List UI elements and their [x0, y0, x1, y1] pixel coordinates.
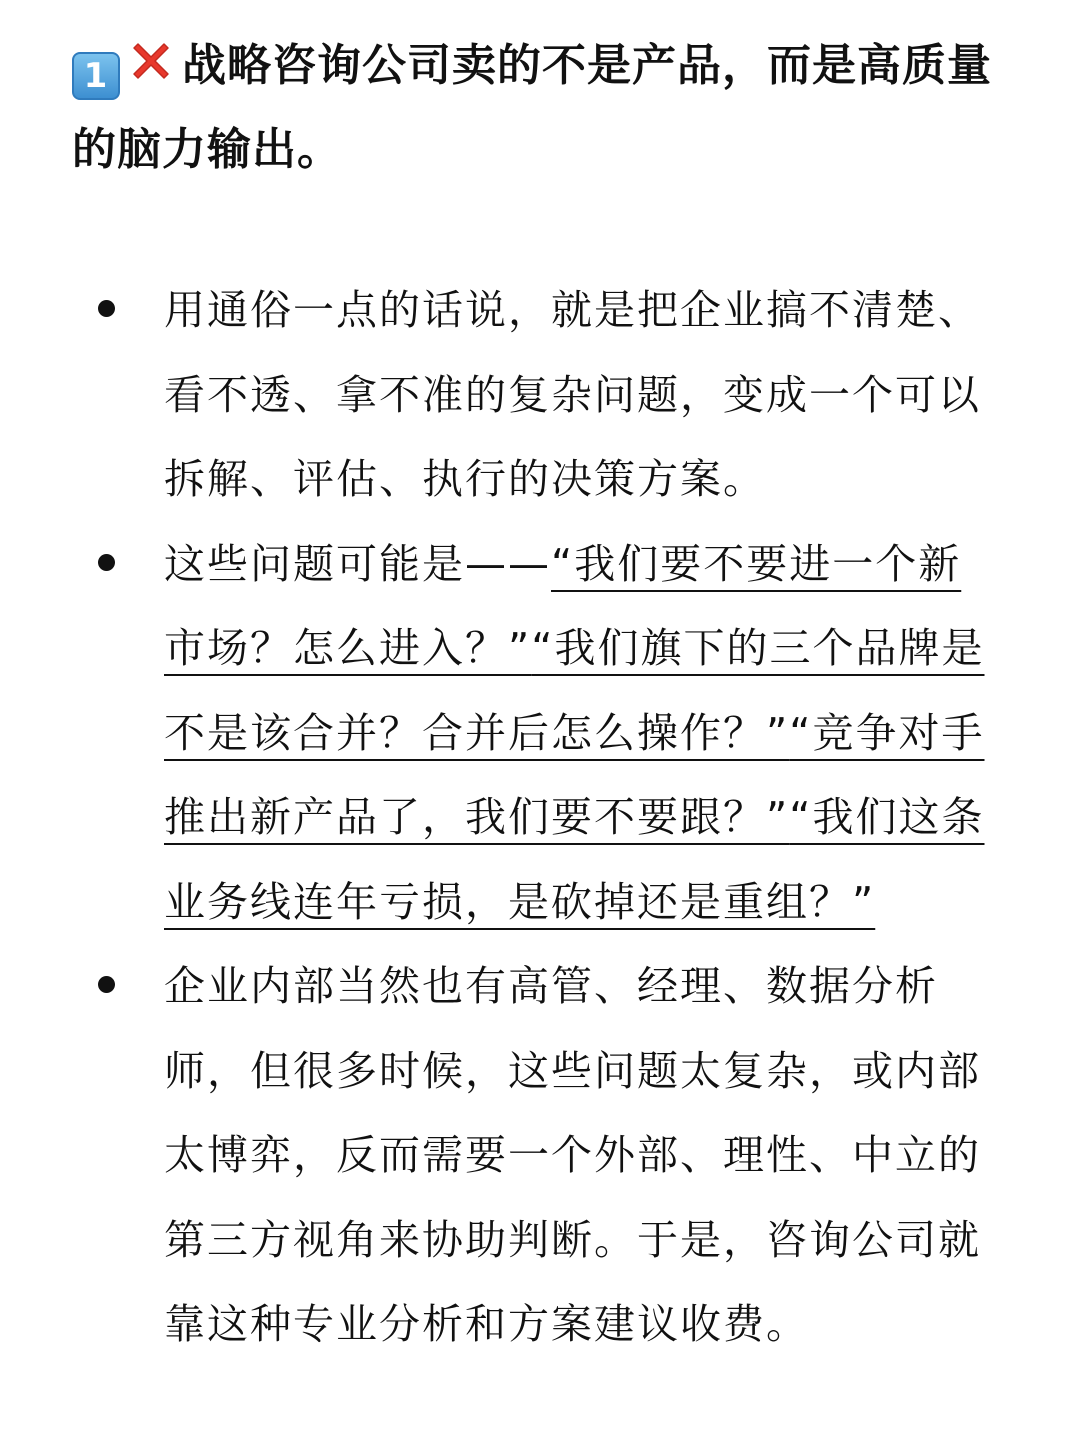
cross-mark-icon [124, 35, 178, 89]
bullet-text: 用通俗一点的话说，就是把企业搞不清楚、看不透、拿不准的复杂问题，变成一个可以拆解、评估、执行的决策方案。 [164, 286, 981, 503]
list-item [0, 522, 1004, 945]
question-link[interactable]: “我们这条业务线连年亏损，是砍掉还是重组？” [164, 793, 985, 926]
section-heading [72, 24, 1012, 192]
question-link[interactable]: “竞争对手推出新产品了，我们要不要跟？” [164, 708, 985, 841]
bullet-lead: 这些问题可能是—— [164, 539, 551, 588]
question-link[interactable]: “我们要不要进一个新市场？怎么进入？” [164, 539, 962, 672]
bullet-list [0, 268, 1080, 1367]
question-link[interactable]: “我们旗下的三个品牌是不是该合并？合并后怎么操作？” [164, 624, 985, 757]
keycap-one-icon: 1 [72, 52, 120, 100]
bullet-dot [98, 554, 115, 571]
bullet-text: 企业内部当然也有高管、经理、数据分析师，但很多时候，这些问题太复杂，或内部太博弈，反而需要一个外部、理性、中立的第三方视角来协助判断。于是，咨询公司就靠这种专业分析和方案建议收费。 [164, 962, 981, 1348]
heading-text: 战略咨询公司卖的不是产品，而是高质量的脑力输出。 [72, 40, 992, 175]
list-item [0, 268, 1004, 522]
list-item [0, 944, 1004, 1367]
bullet-dot [98, 976, 115, 993]
bullet-dot [98, 300, 115, 317]
